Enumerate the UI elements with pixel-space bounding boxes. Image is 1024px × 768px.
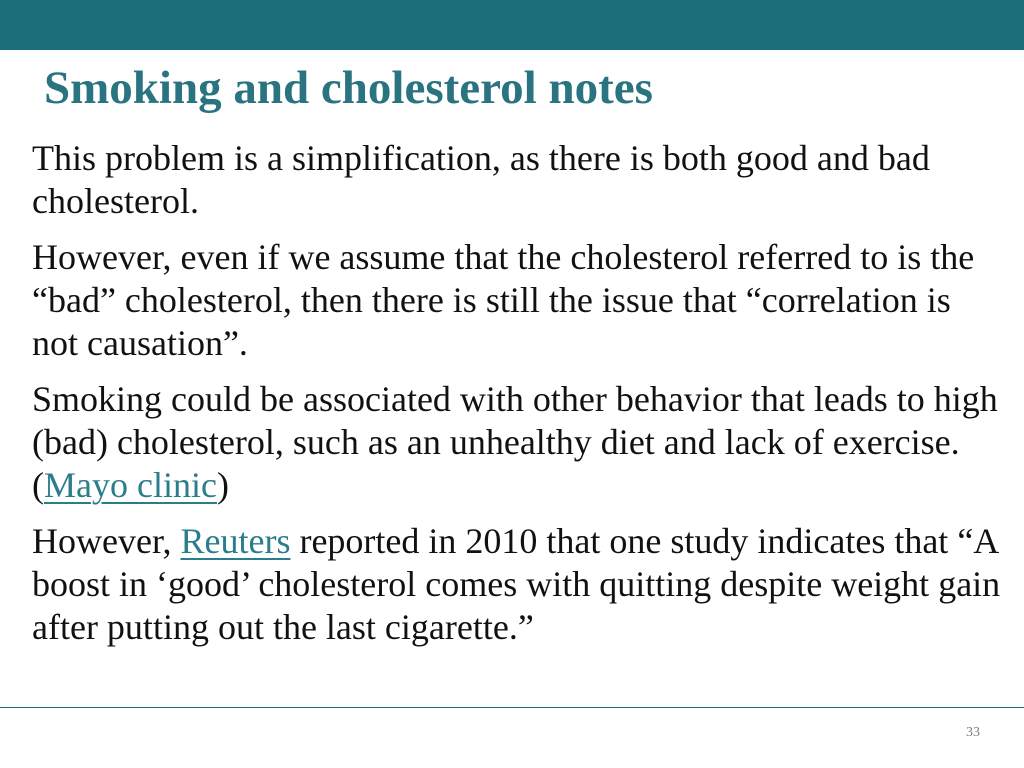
mayo-clinic-link[interactable]: Mayo clinic bbox=[44, 465, 217, 505]
paragraph-text: However, even if we assume that the cholesterol referred to is the “bad” cholesterol, then there is still the issue that “correlation is not causation”. bbox=[32, 237, 975, 363]
paragraph-correlation bbox=[32, 236, 1002, 365]
paragraph-smoking-behavior bbox=[32, 378, 1002, 507]
paragraph-text: reported in 2010 that one study indicates that “A boost in ‘good’ cholesterol comes with quitting despite weight gain after putting out the last cigarette.” bbox=[32, 521, 1001, 647]
paragraph-good-bad-cholesterol bbox=[32, 137, 1002, 223]
paragraph-text: However, bbox=[32, 521, 181, 561]
paragraph-text: Smoking could be associated with other behavior that leads to high (bad) cholesterol, such as an unhealthy diet and lack of exercise. ( bbox=[32, 379, 998, 505]
reuters-link[interactable]: Reuters bbox=[180, 521, 291, 561]
paragraph-text: ) bbox=[216, 465, 229, 505]
header-bar bbox=[0, 0, 1024, 50]
slide-title: Smoking and cholesterol notes bbox=[44, 62, 653, 114]
paragraph-reuters-study bbox=[32, 520, 1002, 649]
footer-divider bbox=[0, 707, 1024, 708]
slide-body bbox=[32, 137, 1002, 662]
paragraph-text: This problem is a simplification, as there is both good and bad cholesterol. bbox=[32, 138, 930, 221]
page-number: 33 bbox=[966, 725, 980, 740]
